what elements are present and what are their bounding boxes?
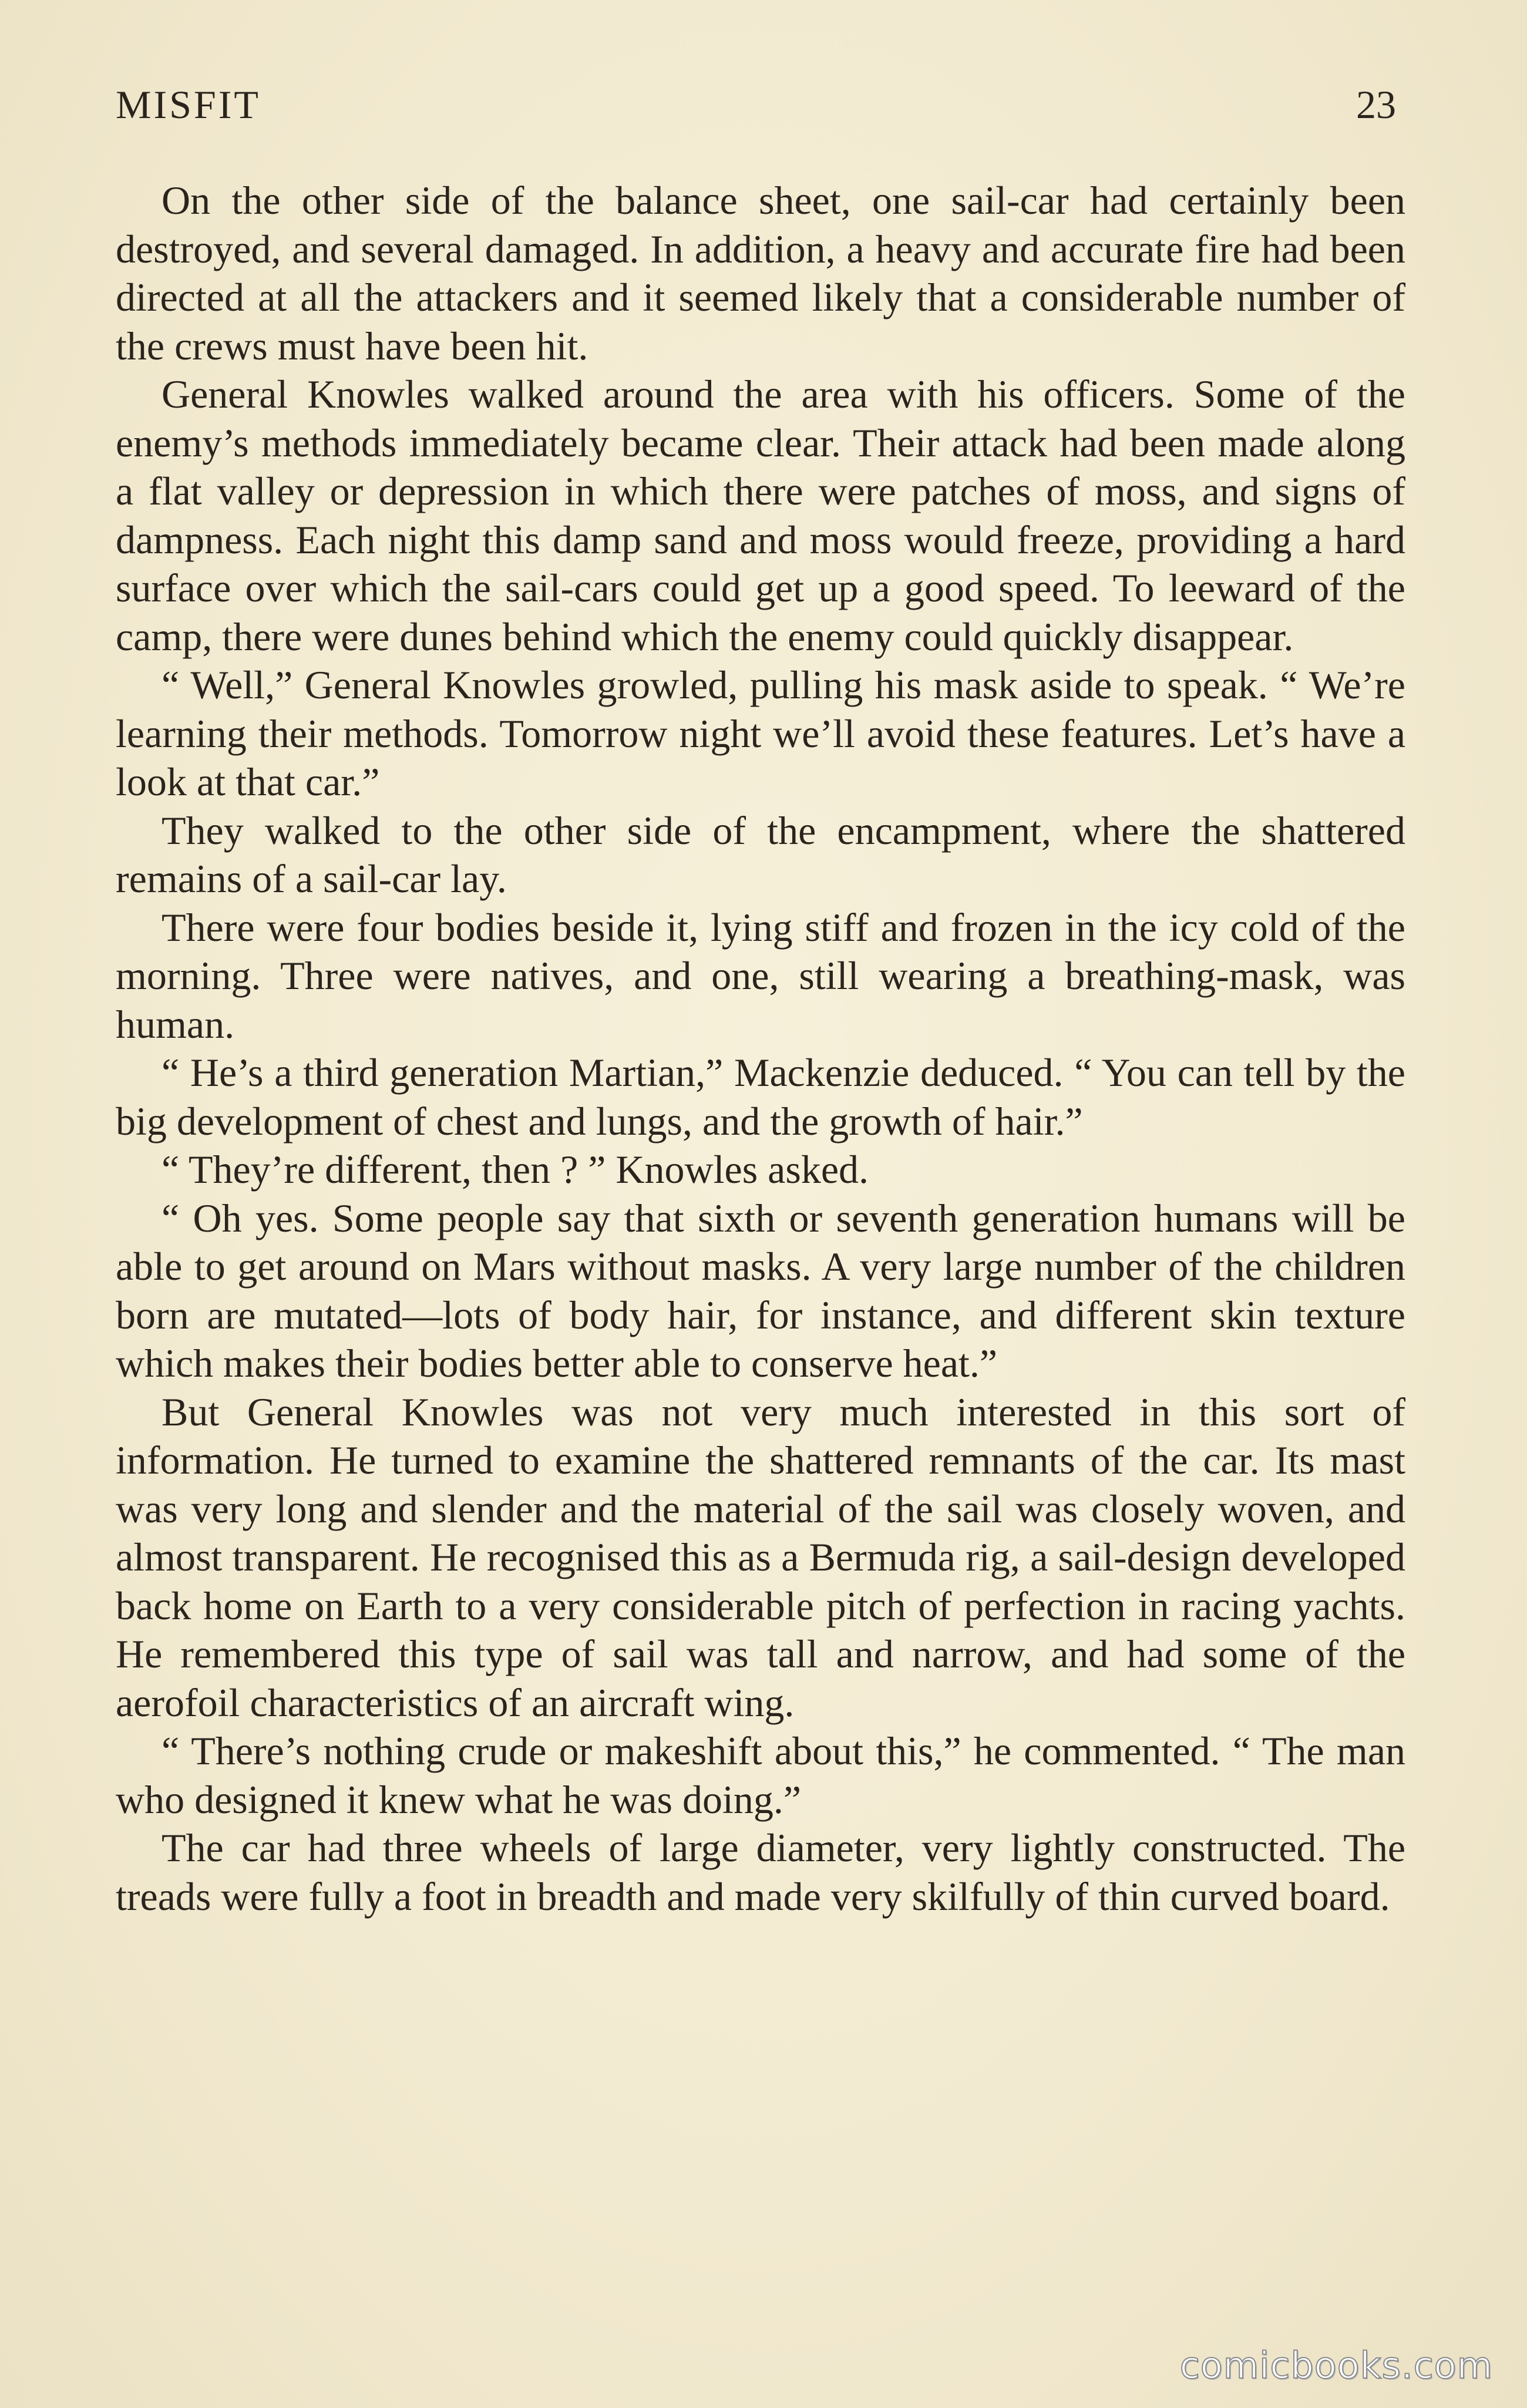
paragraph: They walked to the other side of the encampment, where the shattered remains of a sail-car lay. bbox=[116, 808, 1405, 901]
chapter-title: MISFIT bbox=[116, 82, 261, 127]
paragraph: “ They’re different, then ? ” Knowles asked. bbox=[162, 1147, 869, 1192]
paragraph: “ He’s a third generation Martian,” Mackenzie deduced. “ You can tell by the big development of chest and lungs, and the growth of hair.” bbox=[116, 1050, 1405, 1144]
paragraph: General Knowles walked around the area with his officers. Some of the enemy’s methods immediately became clear. Their attack had been made along a flat valley or depression in which there were patches of moss, and signs of dampness. Each night this damp sand and moss would freeze, providing a hard surface over which the sail-cars could get up a good speed. To leeward of the camp, there were dunes behind which the enemy could quickly disappear. bbox=[116, 372, 1405, 659]
paragraph: There were four bodies beside it, lying stiff and frozen in the icy cold of the morning. Three were natives, and one, still wearing a breathing-mask, was human. bbox=[116, 904, 1405, 1047]
paragraph: “ Well,” General Knowles growled, pulling his mask aside to speak. “ We’re learning their methods. Tomorrow night we’ll avoid these features. Let’s have a look at that car.” bbox=[116, 662, 1405, 804]
paragraph: The car had three wheels of large diameter, very lightly constructed. The treads were fully a foot in breadth and made very skilfully of thin curved board. bbox=[116, 1825, 1405, 1919]
paragraph: But General Knowles was not very much interested in this sort of information. He turned to examine the shattered remnants of the car. Its mast was very long and slender and the material of the sail was closely woven, and almost transparent. He recognised this as a Bermuda rig, a sail-design developed back home on Earth to a very considerable pitch of perfection in racing yachts. He remembered this type of sail was tall and narrow, and had some of the aerofoil characteristics of an aircraft wing. bbox=[116, 1389, 1405, 1725]
running-head bbox=[116, 75, 1396, 134]
paragraph: “ Oh yes. Some people say that sixth or seventh generation humans will be able to get around on Mars without masks. A very large number of the children born are mutated—lots of body hair, for instance, and different skin texture which makes their bodies better able to conserve heat.” bbox=[116, 1195, 1405, 1385]
paragraph: On the other side of the balance sheet, one sail-car had certainly been destroyed, and several damaged. In addition, a heavy and accurate fire had been directed at all the attackers and it seemed likely that a considerable number of the crews must have been hit. bbox=[116, 178, 1405, 368]
paragraph: “ There’s nothing crude or makeshift about this,” he commented. “ The man who designed it knew what he was doing.” bbox=[116, 1728, 1405, 1822]
body-text bbox=[116, 176, 1405, 1921]
page-number: 23 bbox=[1356, 82, 1396, 127]
site-watermark: comicbooks.com bbox=[1179, 2344, 1493, 2387]
